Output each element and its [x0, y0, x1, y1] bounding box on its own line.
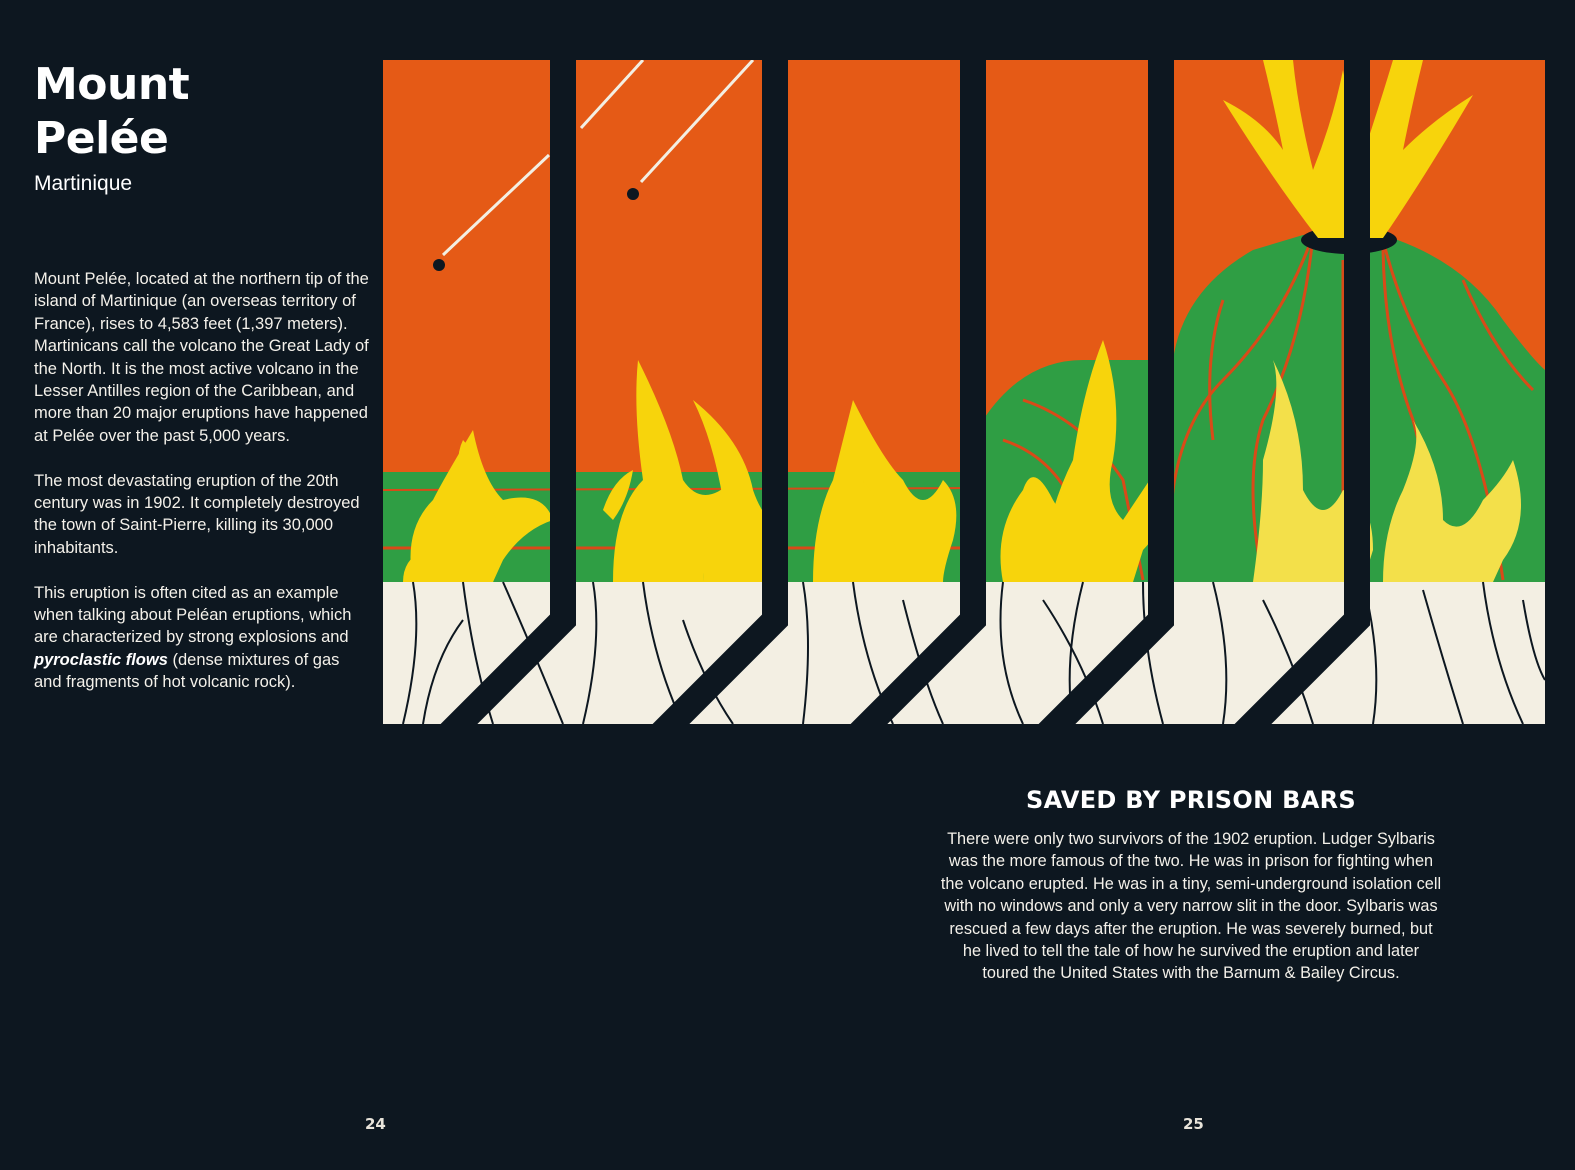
- page-number-left: 24: [365, 1115, 386, 1133]
- title-line-2: Pelée: [34, 113, 169, 164]
- volcano-illustration: [383, 60, 1545, 724]
- falling-rock: [627, 188, 639, 200]
- title-line-1: Mount: [34, 59, 190, 110]
- sidebar-title: SAVED BY PRISON BARS: [1026, 786, 1356, 814]
- pyroclastic-flows-emphasis: pyroclastic flows: [34, 650, 168, 669]
- paragraph-3: [34, 582, 369, 694]
- paragraph-3-start: This eruption is often cited as an example when talking about Peléan eruptions, which are characterized by strong explosions and: [34, 583, 352, 647]
- page-number-right: 25: [1183, 1115, 1204, 1133]
- volcano-prison-bars-art: [383, 60, 1545, 724]
- body-text: [34, 268, 369, 716]
- paragraph-3-end: (dense mixtures of gas and fragments of hot volcanic rock).: [34, 650, 340, 692]
- paragraph-1: Mount Pelée, located at the northern tip of the island of Martinique (an overseas territory of France), rises to 4,583 feet (1,397 meters). Martinicans call the volcano the Great Lady of the North. It is the most active volcano in the Lesser Antilles region of the Caribbean, and more than 20 major eruptions have happened at Pelée over the past 5,000 years.: [34, 270, 369, 445]
- page-subtitle: Martinique: [34, 172, 133, 195]
- page-title: [34, 58, 189, 166]
- paragraph-2: The most devastating eruption of the 20th century was in 1902. It completely destroyed the town of Saint-Pierre, killing its 30,000 inhabitants.: [34, 471, 360, 557]
- sidebar-text: There were only two survivors of the 1902 eruption. Ludger Sylbaris was the more famous of the two. He was in prison for fighting when the volcano erupted. He was in a tiny, semi-underground isolation cell with no windows and only a very narrow slit in the door. Sylbaris was rescued a few days after the eruption. He was severely burned, but he lived to tell the tale of how he survived the eruption and later toured the United States with the Barnum & Bailey Circus.: [940, 830, 1442, 983]
- falling-rock: [433, 259, 445, 271]
